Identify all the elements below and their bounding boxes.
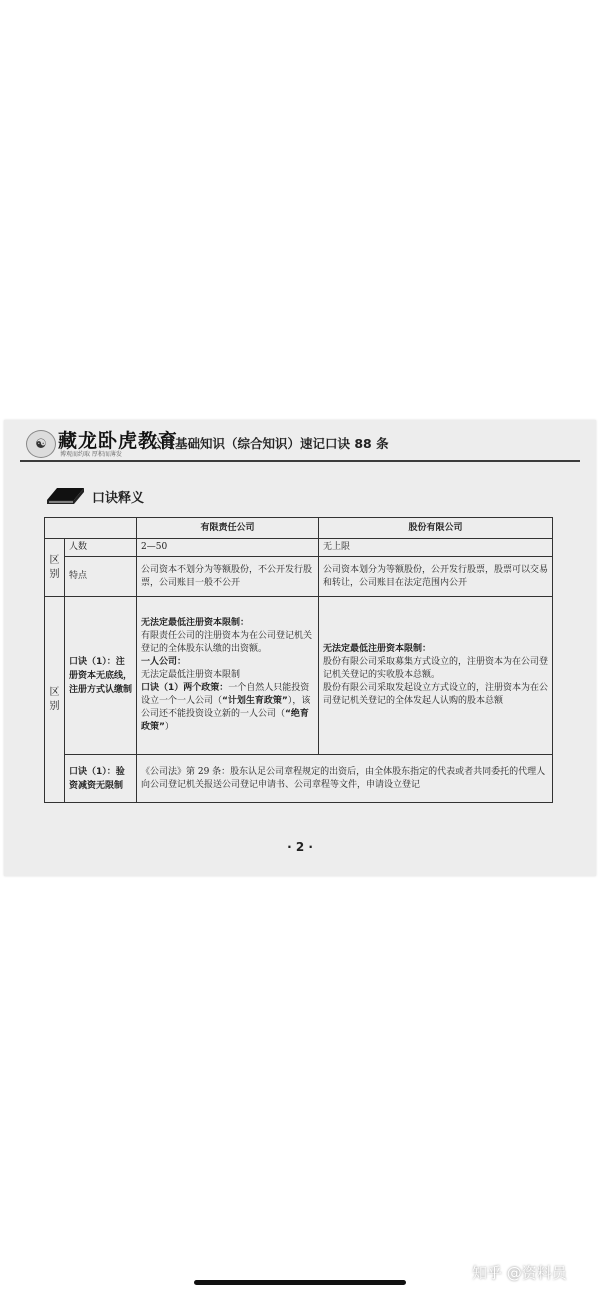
koujue-label: 口诀（1）：验资减资无限制	[65, 755, 137, 803]
header-llc: 有限责任公司	[137, 518, 319, 539]
zhihu-watermark: 知乎 @资料员	[472, 1264, 567, 1282]
page-number: · 2 ·	[287, 840, 313, 854]
table-cell: 公司资本划分为等额股份，公开发行股票，股票可以交易和转让，公司账目在法定范围内公开	[319, 557, 553, 597]
cell-text: 口诀（1）两个政策：一个自然人只能投资设立一个一人公司（“计划生育政策”），该公司还不能投资设立新的一人公司（“绝育政策”）	[141, 683, 311, 732]
table-row	[45, 539, 553, 557]
header-empty-cell	[45, 518, 137, 539]
table-cell	[319, 597, 553, 755]
book-icon	[44, 484, 86, 506]
home-indicator[interactable]	[194, 1280, 406, 1285]
cell-heading: 一人公司：	[141, 657, 187, 667]
cell-text: 股份有限公司采取发起设立方式设立的，注册资本为在公司登记机关登记的全体发起人认购的股本总额	[323, 683, 549, 706]
table-header-row	[45, 518, 553, 539]
cell-text: 无法定最低注册资本限制	[141, 670, 241, 680]
brand-name: 藏龙卧虎教育	[58, 430, 179, 452]
group-label: 区别	[45, 539, 65, 597]
row-label: 人数	[65, 539, 137, 557]
document-title: 公共基础知识（综合知识）速记口诀 88 条	[150, 436, 389, 451]
section-title: 口诀释义	[92, 491, 145, 506]
cell-heading: 无法定最低注册资本限制：	[323, 644, 432, 654]
scanned-page	[4, 420, 596, 876]
table-cell	[137, 597, 319, 755]
table-row	[45, 557, 553, 597]
table-cell: 公司资本不划分为等额股份，不公开发行股票，公司账目一般不公开	[137, 557, 319, 597]
table-row	[45, 597, 553, 755]
koujue-label: 口诀（1）：注册资本无底线，注册方式认缴制	[65, 597, 137, 755]
cell-text: 股份有限公司采取募集方式设立的，注册资本为在公司登记机关登记的实收股本总额。	[323, 657, 549, 680]
comparison-table	[44, 517, 553, 803]
row-label: 特点	[65, 557, 137, 597]
tiger-logo-icon: ☯	[26, 430, 56, 458]
table-cell: 2—50	[137, 539, 319, 557]
table-row	[45, 755, 553, 803]
cell-text: 有限责任公司的注册资本为在公司登记机关登记的全体股东认缴的出资额。	[141, 631, 313, 654]
table-cell: 《公司法》第 29 条：股东认足公司章程规定的出资后，由全体股东指定的代表或者共同委托的代理人向公司登记机关报送公司登记申请书、公司章程等文件，申请设立登记	[137, 755, 553, 803]
page-header	[26, 420, 586, 462]
cell-heading: 无法定最低注册资本限制：	[141, 618, 250, 628]
header-divider	[20, 460, 580, 462]
brand-slogan: 博观而约取 厚积而薄发	[60, 451, 122, 458]
table-cell: 无上限	[319, 539, 553, 557]
header-joint-stock: 股份有限公司	[319, 518, 553, 539]
group-label: 区别	[45, 597, 65, 803]
